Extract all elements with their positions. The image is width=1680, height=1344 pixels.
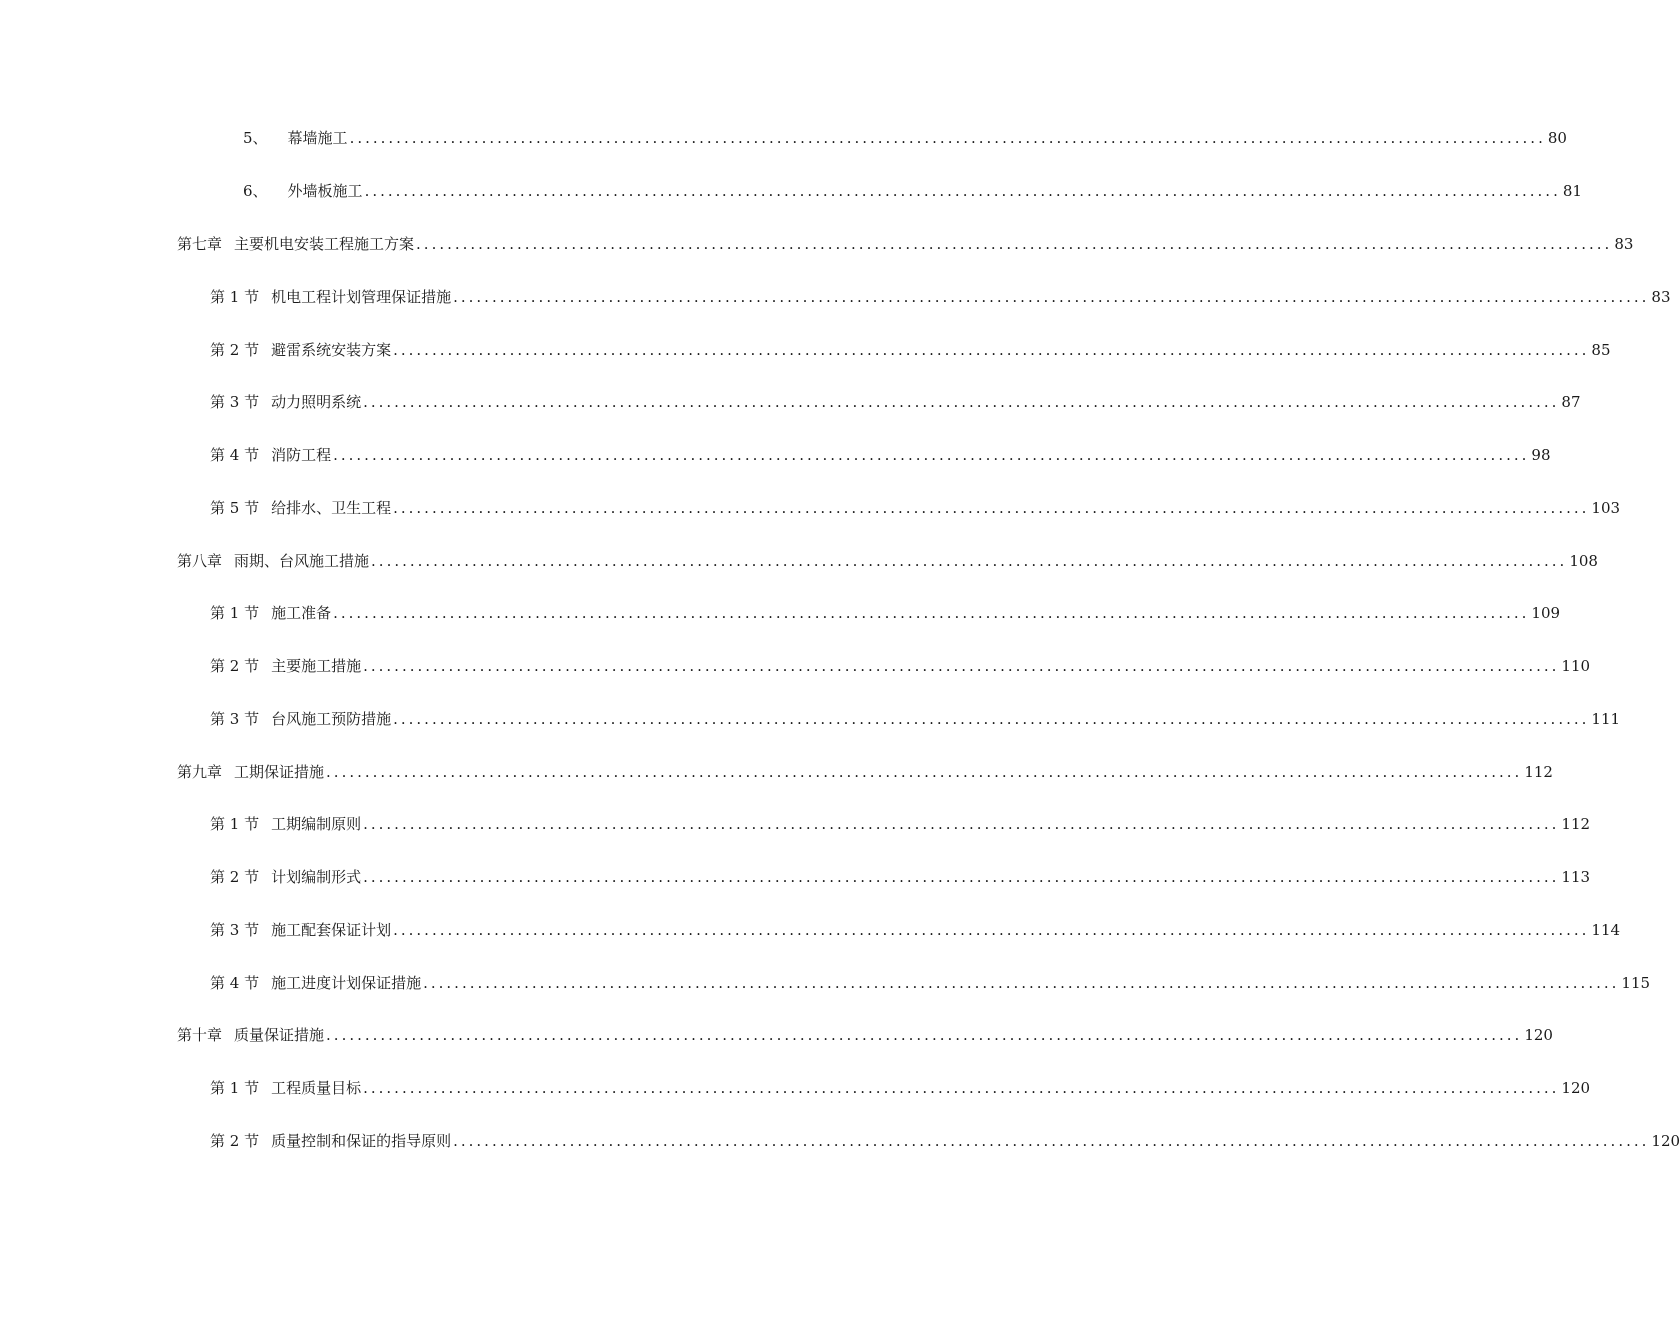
entry-number: 第 3 节 — [210, 393, 260, 411]
entry-title: 施工配套保证计划 — [271, 921, 392, 939]
dot-leader: .......................................................................................................................................................... — [363, 657, 1560, 675]
entry-page-number: 98 — [1531, 446, 1551, 464]
toc-entry[interactable] — [177, 549, 1598, 571]
toc-entry[interactable] — [210, 338, 1611, 360]
toc-entry[interactable] — [210, 812, 1591, 834]
entry-page-number: 83 — [1651, 288, 1671, 306]
entry-page-number: 112 — [1561, 815, 1591, 833]
entry-page-number: 120 — [1651, 1132, 1680, 1150]
entry-page-number: 112 — [1524, 763, 1553, 781]
entry-page-number: 85 — [1591, 341, 1611, 359]
toc-entry[interactable] — [210, 601, 1561, 623]
entry-title: 主要机电安装工程施工方案 — [234, 235, 415, 253]
entry-page-number: 109 — [1531, 604, 1561, 622]
toc-entry[interactable] — [177, 232, 1634, 254]
entry-title: 避雷系统安装方案 — [271, 341, 392, 359]
entry-title: 施工准备 — [271, 604, 332, 622]
toc-entry[interactable] — [210, 390, 1581, 412]
dot-leader: .......................................................................................................................................................... — [363, 1079, 1560, 1097]
entry-number: 第 3 节 — [210, 921, 260, 939]
entry-title: 台风施工预防措施 — [271, 710, 392, 728]
entry-number: 第九章 — [177, 763, 223, 781]
entry-title: 机电工程计划管理保证措施 — [271, 288, 452, 306]
entry-number: 第 1 节 — [210, 288, 260, 306]
entry-page-number: 114 — [1591, 921, 1621, 939]
entry-title: 工期编制原则 — [271, 815, 362, 833]
entry-title: 主要施工措施 — [271, 657, 362, 675]
dot-leader: .......................................................................................................................................................... — [393, 499, 1590, 517]
dot-leader: .......................................................................................................................................................... — [393, 710, 1590, 728]
toc-entry[interactable] — [210, 496, 1621, 518]
entry-page-number: 81 — [1562, 182, 1582, 200]
dot-leader: .......................................................................................................................................................... — [364, 182, 1561, 200]
toc-entry[interactable] — [210, 443, 1551, 465]
entry-number: 第 1 节 — [210, 815, 260, 833]
dot-leader: .......................................................................................................................................................... — [363, 815, 1560, 833]
entry-number: 第 2 节 — [210, 657, 260, 675]
toc-entry[interactable] — [177, 1023, 1553, 1045]
entry-title: 外墙板施工 — [287, 182, 363, 200]
dot-leader: .......................................................................................................................................................... — [453, 288, 1650, 306]
entry-number: 第 3 节 — [210, 710, 260, 728]
dot-leader: .......................................................................................................................................................... — [371, 552, 1568, 570]
dot-leader: .......................................................................................................................................................... — [363, 393, 1560, 411]
entry-number: 6、 — [243, 182, 268, 200]
entry-title: 工程质量目标 — [271, 1079, 362, 1097]
entry-page-number: 108 — [1569, 552, 1598, 570]
dot-leader: .......................................................................................................................................................... — [363, 868, 1560, 886]
dot-leader: .......................................................................................................................................................... — [326, 1026, 1523, 1044]
entry-title: 计划编制形式 — [271, 868, 362, 886]
entry-page-number: 87 — [1561, 393, 1581, 411]
entry-page-number: 110 — [1561, 657, 1591, 675]
entry-page-number: 111 — [1591, 710, 1621, 728]
toc-entry[interactable] — [177, 760, 1553, 782]
dot-leader: .......................................................................................................................................................... — [393, 341, 1590, 359]
dot-leader: .......................................................................................................................................................... — [453, 1132, 1650, 1150]
entry-title: 质量保证措施 — [234, 1026, 325, 1044]
entry-page-number: 120 — [1524, 1026, 1553, 1044]
toc-entry[interactable] — [210, 654, 1591, 676]
entry-title: 施工进度计划保证措施 — [271, 974, 422, 992]
dot-leader: .......................................................................................................................................................... — [326, 763, 1523, 781]
toc-entry[interactable] — [210, 1129, 1680, 1151]
toc-entry[interactable] — [243, 126, 1567, 148]
entry-number: 5、 — [243, 129, 268, 147]
entry-page-number: 113 — [1561, 868, 1591, 886]
entry-number: 第 1 节 — [210, 604, 260, 622]
toc-entry[interactable] — [210, 707, 1621, 729]
entry-page-number: 120 — [1561, 1079, 1591, 1097]
toc-entry[interactable] — [210, 971, 1651, 993]
entry-title: 消防工程 — [271, 446, 332, 464]
entry-number: 第 4 节 — [210, 446, 260, 464]
entry-number: 第 2 节 — [210, 341, 260, 359]
entry-title: 给排水、卫生工程 — [271, 499, 392, 517]
entry-number: 第 2 节 — [210, 1132, 260, 1150]
entry-number: 第十章 — [177, 1026, 223, 1044]
dot-leader: .......................................................................................................................................................... — [333, 604, 1530, 622]
entry-page-number: 115 — [1621, 974, 1651, 992]
dot-leader: .......................................................................................................................................................... — [333, 446, 1530, 464]
entry-page-number: 80 — [1547, 129, 1567, 147]
entry-title: 雨期、台风施工措施 — [234, 552, 370, 570]
dot-leader: .......................................................................................................................................................... — [423, 974, 1620, 992]
toc-entry[interactable] — [210, 285, 1671, 307]
entry-number: 第 1 节 — [210, 1079, 260, 1097]
entry-number: 第七章 — [177, 235, 223, 253]
entry-title: 动力照明系统 — [271, 393, 362, 411]
entry-number: 第 2 节 — [210, 868, 260, 886]
entry-number: 第 5 节 — [210, 499, 260, 517]
toc-entry[interactable] — [243, 179, 1582, 201]
dot-leader: .......................................................................................................................................................... — [349, 129, 1546, 147]
entry-number: 第八章 — [177, 552, 223, 570]
entry-page-number: 83 — [1614, 235, 1634, 253]
dot-leader: .......................................................................................................................................................... — [393, 921, 1590, 939]
dot-leader: .......................................................................................................................................................... — [416, 235, 1613, 253]
entry-number: 第 4 节 — [210, 974, 260, 992]
toc-entry[interactable] — [210, 865, 1591, 887]
entry-title: 幕墙施工 — [287, 129, 348, 147]
toc-entry[interactable] — [210, 918, 1621, 940]
entry-page-number: 103 — [1591, 499, 1621, 517]
entry-title: 质量控制和保证的指导原则 — [271, 1132, 452, 1150]
toc-entry[interactable] — [210, 1076, 1591, 1098]
entry-title: 工期保证措施 — [234, 763, 325, 781]
